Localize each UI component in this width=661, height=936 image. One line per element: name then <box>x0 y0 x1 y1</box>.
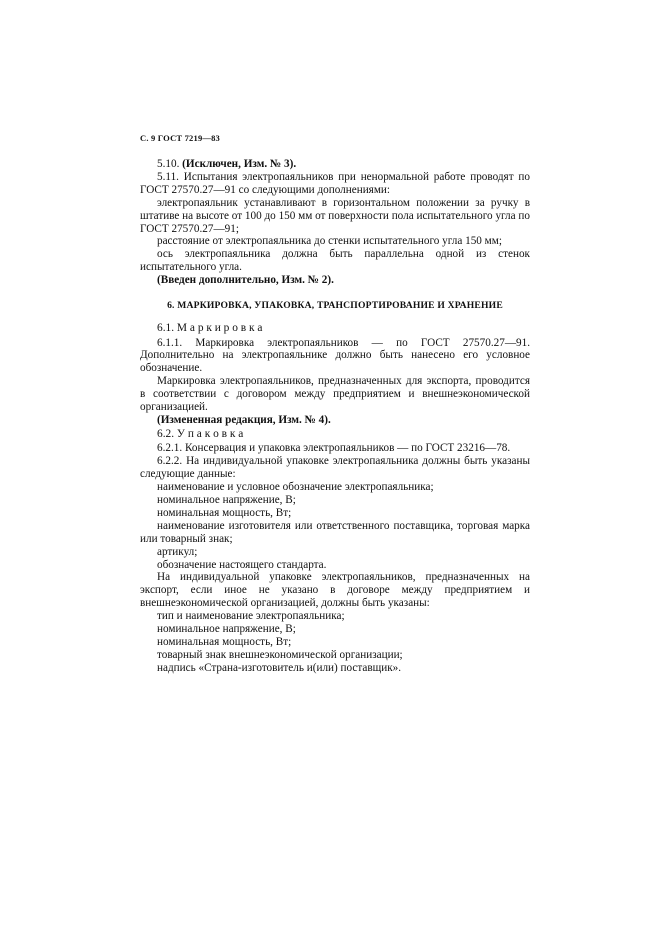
clause-6-2-2-export-paragraph: На индивидуальной упаковке электропаяльников, предназначенных на экспорт, если иное не указано в договоре между предприятием и внешнеэкономической организацией, должны быть указаны: <box>140 571 530 610</box>
export-list-item: номинальная мощность, Вт; <box>157 636 292 648</box>
page-header: С. 9 ГОСТ 7219—83 <box>140 133 221 143</box>
clause-5-11-item-1: электропаяльник устанавливают в горизонтальном положении за ручку в штативе на высоте от 100 до 150 мм от поверхности пола испытательного угла по ГОСТ 27570.27—91; <box>140 196 530 235</box>
clause-6-1-1: 6.1.1. Маркировка электропаяльников — по ГОСТ 27570.27—91. Дополнительно на электропаяльнике должно быть нанесено его условное обозначение. <box>140 336 530 375</box>
subsection-6-1-heading: 6.1. М а р к и р о в к а <box>157 322 263 335</box>
clause-5-11-item-2: расстояние от электропаяльника до стенки испытательного угла 150 мм; <box>157 235 502 248</box>
clause-6-1-1-amendment-note: (Измененная редакция, Изм. № 4). <box>157 414 331 426</box>
clause-5-11-item-3: ось электропаяльника должна быть параллельна одной из стенок испытательного угла. <box>140 248 530 274</box>
clause-6-2-2: 6.2.2. На индивидуальной упаковке электропаяльника должны быть указаны следующие данные: <box>140 455 530 481</box>
packaging-list-item: обозначение настоящего стандарта. <box>157 558 327 571</box>
export-list-item: тип и наименование электропаяльника; <box>157 610 345 623</box>
clause-6-1-1-export-paragraph: Маркировка электропаяльников, предназначенных для экспорта, проводится в соответствии с договором между предприятием и внешнеэкономической организацией. <box>140 375 530 414</box>
clause-5-11: 5.11. Испытания электропаяльников при ненормальной работе проводят по ГОСТ 27570.27—91 со следующими дополнениями: <box>140 170 530 196</box>
packaging-list-item: наименование изготовителя или ответственного поставщика, торговая марка или товарный знак; <box>140 519 530 545</box>
clause-5-10-number: 5.10. <box>157 158 183 170</box>
export-list-item: товарный знак внешнеэкономической организации; <box>157 648 403 661</box>
section-6-heading: 6. МАРКИРОВКА, УПАКОВКА, ТРАНСПОРТИРОВАНИЕ И ХРАНЕНИЕ <box>167 300 503 312</box>
clause-5-11-amendment-note: (Введен дополнительно, Изм. № 2). <box>157 274 334 287</box>
clause-6-2-1: 6.2.1. Консервация и упаковка электропаяльников — по ГОСТ 23216—78. <box>157 442 511 455</box>
packaging-list-item: артикул; <box>157 545 198 558</box>
packaging-list-item: номинальное напряжение, В; <box>157 494 296 507</box>
packaging-list-item: номинальная мощность, Вт; <box>157 506 292 519</box>
packaging-list-item: наименование и условное обозначение электропаяльника; <box>157 481 434 494</box>
clause-5-10-amendment-note: (Исключен, Изм. № 3). <box>182 158 297 170</box>
clause-5-10 <box>140 158 530 171</box>
export-list-item: номинальное напряжение, В; <box>157 623 296 636</box>
document-body <box>140 133 530 675</box>
export-list-item: надпись «Страна-изготовитель и(или) поставщик». <box>157 661 402 674</box>
subsection-6-2-heading: 6.2. У п а к о в к а <box>157 427 244 440</box>
